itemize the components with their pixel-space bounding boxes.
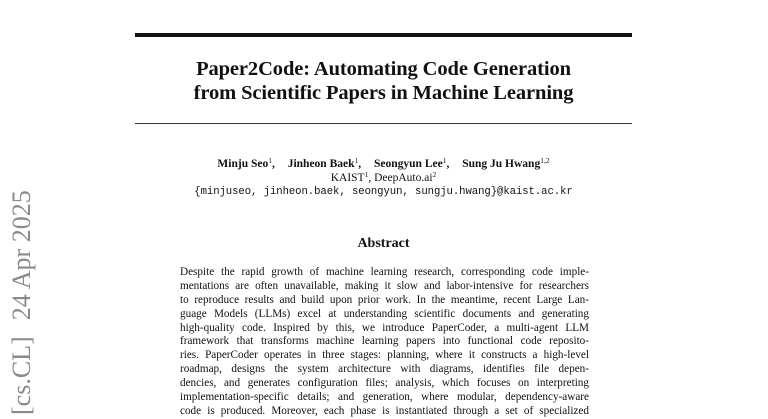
author-name: Sung Ju Hwang	[462, 158, 541, 170]
affiliation-list	[135, 171, 632, 185]
author-emails: {minjuseo, jinheon.baek, seongyun, sungju.hwang}@kaist.ac.kr	[194, 186, 573, 198]
title-top-rule	[135, 33, 632, 37]
abstract-body	[180, 266, 589, 419]
abstract-line: dencies, and generates configuration files; analysis, which focuses on interpreting	[180, 377, 589, 390]
abstract-line: roadmap, designs the system architecture with diagrams, identifies file depen-	[180, 363, 589, 376]
arxiv-date: 24 Apr 2025	[7, 190, 36, 321]
author-affil-mark: 1,2	[540, 156, 550, 165]
title-line-1: Paper2Code: Automating Code Generation	[196, 58, 571, 80]
author-affil-mark: 1	[268, 156, 272, 165]
arxiv-side-stamp	[2, 190, 42, 415]
author-name: Jinheon Baek	[287, 158, 355, 170]
author-block	[135, 157, 632, 199]
author-affil-mark: 1	[354, 156, 359, 165]
affiliation-name: DeepAuto.ai	[374, 172, 433, 184]
paper-title	[135, 57, 632, 105]
abstract-line: to reproduce results and build upon prior work. In the meantime, recent Large Lan-	[180, 293, 589, 306]
abstract-line: mentations are often unavailable, making it slow and labor-intensive for researchers	[180, 279, 589, 292]
abstract-line: framework that transforms machine learning papers into functional code reposito-	[180, 335, 589, 348]
title-bottom-rule	[135, 123, 632, 124]
author-list: Minju Seo$^1$, Jinheon Baek$^1$, Seongyun Lee$^1$, Sung Ju Hwang$^{1,2}$	[217, 156, 550, 170]
abstract-heading: Abstract	[357, 236, 410, 251]
abstract-line: high-quality code. Inspired by this, we introduce PaperCoder, a multi-agent LLM	[180, 321, 589, 334]
abstract-line: Despite the rapid growth of machine learning research, corresponding code imple-	[180, 266, 589, 278]
abstract-line: ries. PaperCoder operates in three stages: planning, where it constructs a high-level	[180, 349, 589, 362]
abstract-line: implementation-specific details; and generation, where modular, dependency-aware	[180, 391, 589, 404]
affiliation-name: KAIST	[330, 172, 365, 184]
abstract-line: code is produced. Moreover, each phase is instantiated through a set of specialized	[180, 404, 589, 417]
affiliation-separator: ,	[368, 172, 375, 184]
author-name: Minju Seo	[217, 158, 269, 170]
affiliation-mark: 1	[364, 170, 369, 179]
arxiv-category: [cs.CL]	[7, 336, 36, 415]
title-line-2: from Scientific Papers in Machine Learning	[193, 82, 574, 104]
author-affil-mark: 1	[442, 156, 447, 165]
author-name: Seongyun Lee	[374, 158, 443, 170]
abstract-line: guage Models (LLMs) excel at understanding scientific documents and generating	[180, 307, 589, 320]
affiliation-mark: 2	[432, 170, 437, 179]
